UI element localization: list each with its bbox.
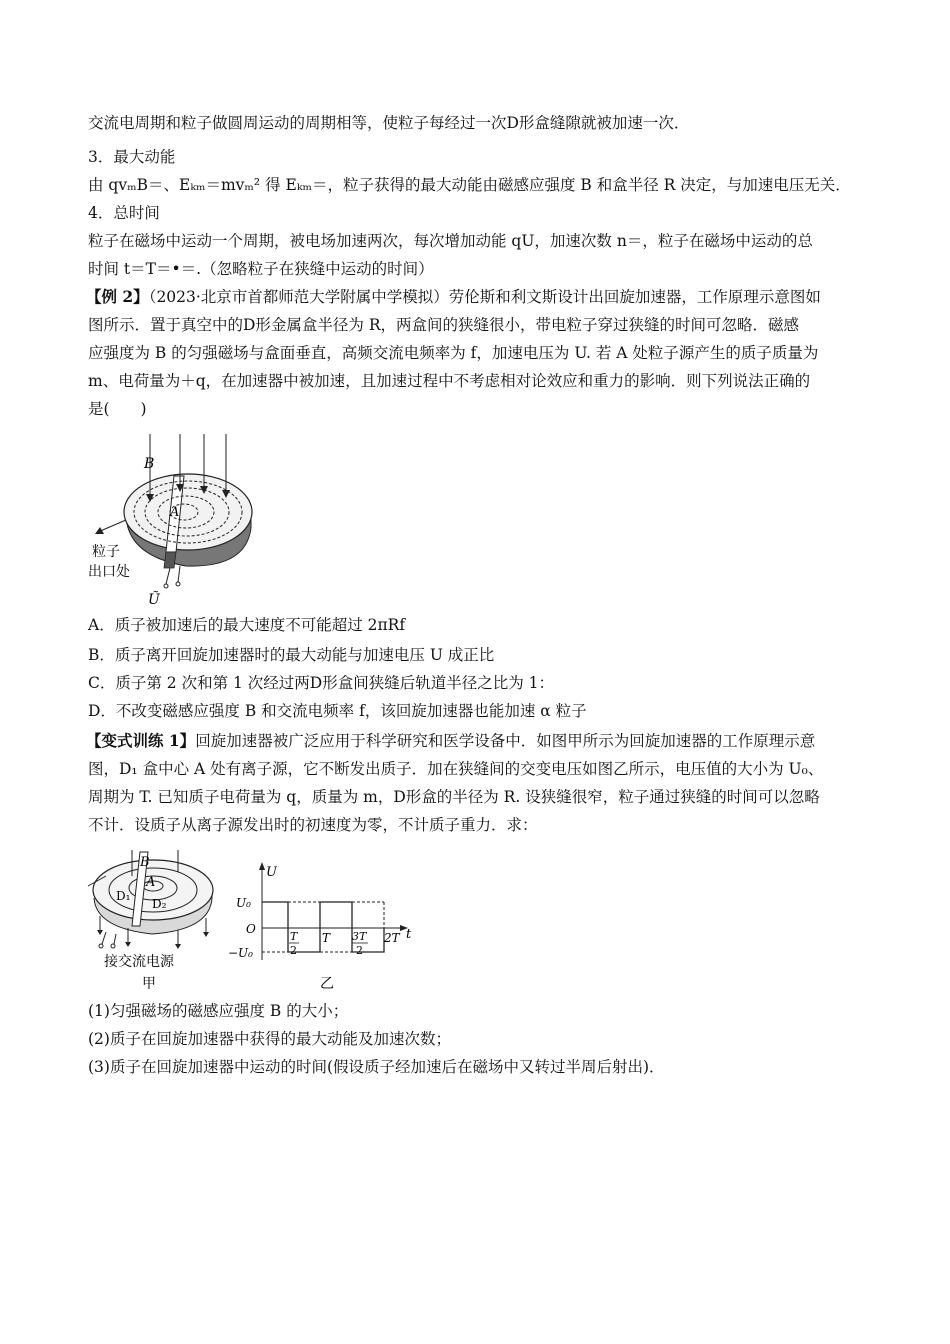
source-A-label: A [170, 505, 180, 520]
example-2-text-1: （2023·北京市首都师范大学附属中学模拟）劳伦斯和利文斯设计出回旋加速器，工作原理示意图如 [148, 288, 821, 306]
fig-jia-A-label: A [146, 875, 156, 890]
neg-U0-label: −U₀ [228, 946, 253, 960]
fig-jia-B-label: B [140, 855, 150, 870]
exit-label-2: 出口处 [88, 564, 130, 580]
question-1: (1)匀强磁场的磁感应强度 B 的大小； [88, 1002, 349, 1020]
tick-T: T [322, 931, 331, 945]
option-b: B．质子离开回旋加速器时的最大动能与加速电压 U 成正比 [88, 646, 495, 664]
question-2: (2)质子在回旋加速器中获得的最大动能及加速次数； [88, 1030, 451, 1048]
intro-line-6: 时间 t＝T＝•＝.（忽略粒子在狭缝中运动的时间） [88, 260, 434, 278]
axis-U-label: U [266, 865, 277, 880]
option-a: A．质子被加速后的最大速度不可能超过 2πRf [88, 616, 406, 634]
fig-jia-D1-label: D₁ [116, 889, 131, 903]
intro-line-3: 由 qvₘB＝、Eₖₘ＝mvₘ² 得 Eₖₘ＝，粒子获得的最大动能由磁感应强度 B 和盒半径 R 决定，与加速电压无关． [88, 176, 851, 194]
variant-1-text-1: 回旋加速器被广泛应用于科学研究和医学设备中．如图甲所示为回旋加速器的工作原理示意 [195, 732, 816, 750]
option-c: C．质子第 2 次和第 1 次经过两D形盒间狭缝后轨道半径之比为 1： [88, 674, 555, 692]
origin-label: O [246, 922, 256, 936]
tick-2T: 2T [384, 931, 400, 945]
question-3: (3)质子在回旋加速器中运动的时间(假设质子经加速后在磁场中又转过半周后射出)． [88, 1058, 665, 1076]
variant-1-line-3: 周期为 T. 已知质子电荷量为 q，质量为 m，D形盒的半径为 R. 设狭缝很窄，粒子通过狭缝的时间可以忽略 [88, 788, 820, 806]
figure-yi-voltage-graph [226, 860, 416, 994]
variant-1-tag: 【变式训练 1】 [86, 731, 196, 750]
heading-total-time: 4．总时间 [88, 204, 160, 222]
heading-max-kinetic-energy: 3．最大动能 [88, 148, 176, 166]
axis-t-label: t [406, 927, 412, 942]
option-d: D．不改变磁感应强度 B 和交流电频率 f，该回旋加速器也能加速 α 粒子 [88, 702, 587, 720]
intro-line-5: 粒子在磁场中运动一个周期，被电场加速两次，每次增加动能 qU，加速次数 n＝，粒子在磁场中运动的总 [88, 232, 813, 250]
fig-jia-caption-power: 接交流电源 [104, 954, 174, 970]
example-2-line-2: 图所示．置于真空中的D形金属盒半径为 R，两盒间的狭缝很小，带电粒子穿过狭缝的时间可忽略．磁感 [88, 316, 800, 334]
fig-yi-caption: 乙 [320, 976, 334, 992]
fig-jia-caption: 甲 [142, 976, 156, 992]
example-2-line-3: 应强度为 B 的匀强磁场与盒面垂直，高频交流电频率为 f，加速电压为 U. 若 A 处粒子源产生的质子质量为 [88, 344, 819, 362]
exit-label-1: 粒子 [92, 544, 120, 560]
example-2-line-4: m、电荷量为＋q，在加速器中被加速，且加速过程中不考虑相对论效应和重力的影响．则下列说法正确的 [88, 372, 811, 390]
intro-line-1: 交流电周期和粒子做圆周运动的周期相等，使粒子每经过一次D形盒缝隙就被加速一次． [88, 114, 690, 132]
field-B-label: B [144, 456, 155, 472]
U0-label: U₀ [236, 896, 251, 910]
tick-3half-T-den: 2 [356, 944, 363, 957]
example-2-tag: 【例 2】 [86, 287, 149, 306]
example-2-line-5: 是( ) [88, 400, 147, 418]
example-2-line-1 [86, 286, 821, 308]
tick-half-T-num: T [290, 930, 298, 943]
fig-jia-D2-label: D₂ [152, 897, 167, 911]
variant-1-line-1 [86, 730, 815, 752]
cyclotron-figure [86, 428, 286, 608]
variant-1-line-4: 不计．设质子从离子源发出时的初速度为零，不计质子重力．求： [88, 816, 538, 834]
variant-1-line-2: 图，D₁ 盒中心 A 处有离子源，它不断发出质子．加在狭缝间的交变电压如图乙所示，电压值的大小为 U₀、 [88, 760, 824, 778]
tick-half-T-den: 2 [290, 944, 297, 957]
figure-jia-cyclotron [86, 846, 226, 994]
voltage-U-label: Ũ [148, 592, 160, 608]
tick-3half-T-num: 3T [352, 930, 367, 943]
